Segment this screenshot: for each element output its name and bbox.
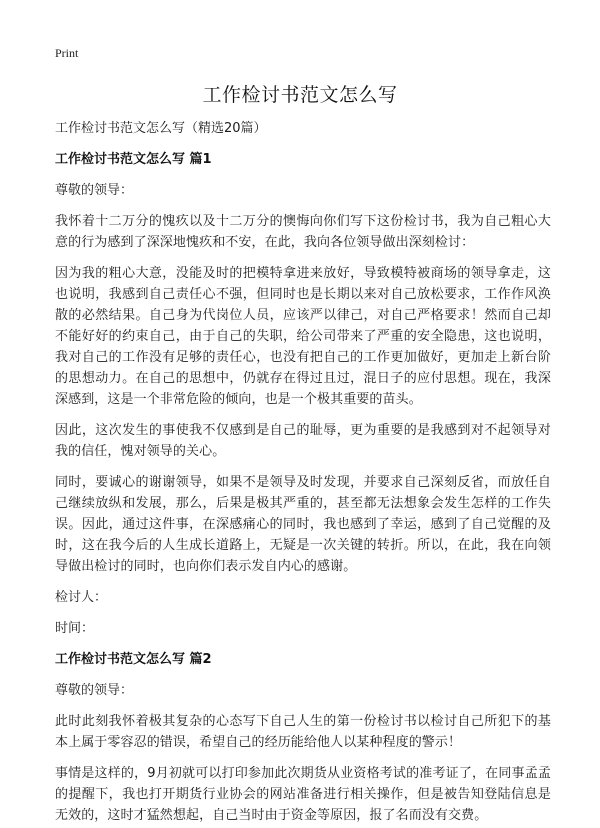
paragraph: 因此，这次发生的事使我不仅感到是自己的耻辱，更为重要的是我感到对不起领导对我的信任，愧对领导的关心。 bbox=[55, 423, 551, 459]
section-heading: 工作检讨书范文怎么写 篇2 bbox=[55, 652, 212, 667]
signature-label: 检讨人： bbox=[55, 590, 108, 605]
print-label: Print bbox=[55, 46, 79, 60]
document-body bbox=[55, 118, 551, 828]
paragraph: 事情是这样的，9月初就可以打印参加此次期货从业资格考试的准考证了，在同事孟孟的提醒下，我也打开期货行业协会的网站准备进行相关操作，但是被告知登陆信息是无效的，这时才猛然想起，自己当时由于资金等原因，报了名而没有交费。 bbox=[55, 766, 551, 823]
document-title: 工作检讨书范文怎么写 bbox=[202, 84, 398, 106]
document-subtitle: 工作检讨书范文怎么写（精选20篇） bbox=[55, 121, 267, 136]
greeting: 尊敬的领导： bbox=[55, 683, 134, 698]
section-heading: 工作检讨书范文怎么写 篇1 bbox=[55, 152, 212, 167]
paragraph: 因为我的粗心大意，没能及时的把模特拿进来放好，导致模特被商场的领导拿走，这也说明，我感到自己责任心不强，但同时也是长期以来对自己放松要求，工作作风涣散的必然结果。自己身为代岗位人员，应该严以律己，对自己严格要求！然而自己却不能好好的约束自己，由于自己的失职，给公司带来了严重的安全隐患，这也说明，我对自己的工作没有足够的责任心，也没有把自己的工作更加做好，更加走上新台阶的思想动力。在自己的思想中，仍就存在得过且过，混日子的应付思想。现在，我深深感到，这是一个非常危险的倾向，也是一个极其重要的苗头。 bbox=[55, 266, 551, 407]
date-label: 时间： bbox=[55, 621, 95, 636]
paragraph: 同时，要诚心的谢谢领导，如果不是领导及时发现，并要求自己深刻反省，而放任自己继续放纵和发展，那么，后果是极其严重的，甚至都无法想象会发生怎样的工作失误。因此，通过这件事，在深感痛心的同时，我也感到了幸运，感到了自己觉醒的及时，这在我今后的人生成长道路上，无疑是一次关键的转折。所以，在此，我在向领导做出检讨的同时，也向你们表示发自内心的感谢。 bbox=[55, 475, 551, 574]
greeting: 尊敬的领导： bbox=[55, 183, 134, 198]
paragraph: 此时此刻我怀着极其复杂的心态写下自己人生的第一份检讨书以检讨自己所犯下的基本上属于零容忍的错误，希望自己的经历能给他人以某种程度的警示！ bbox=[55, 714, 551, 750]
paragraph: 我怀着十二万分的愧疚以及十二万分的懊悔向你们写下这份检讨书，我为自己粗心大意的行为感到了深深地愧疚和不安，在此，我向各位领导做出深刻检讨： bbox=[55, 214, 551, 250]
